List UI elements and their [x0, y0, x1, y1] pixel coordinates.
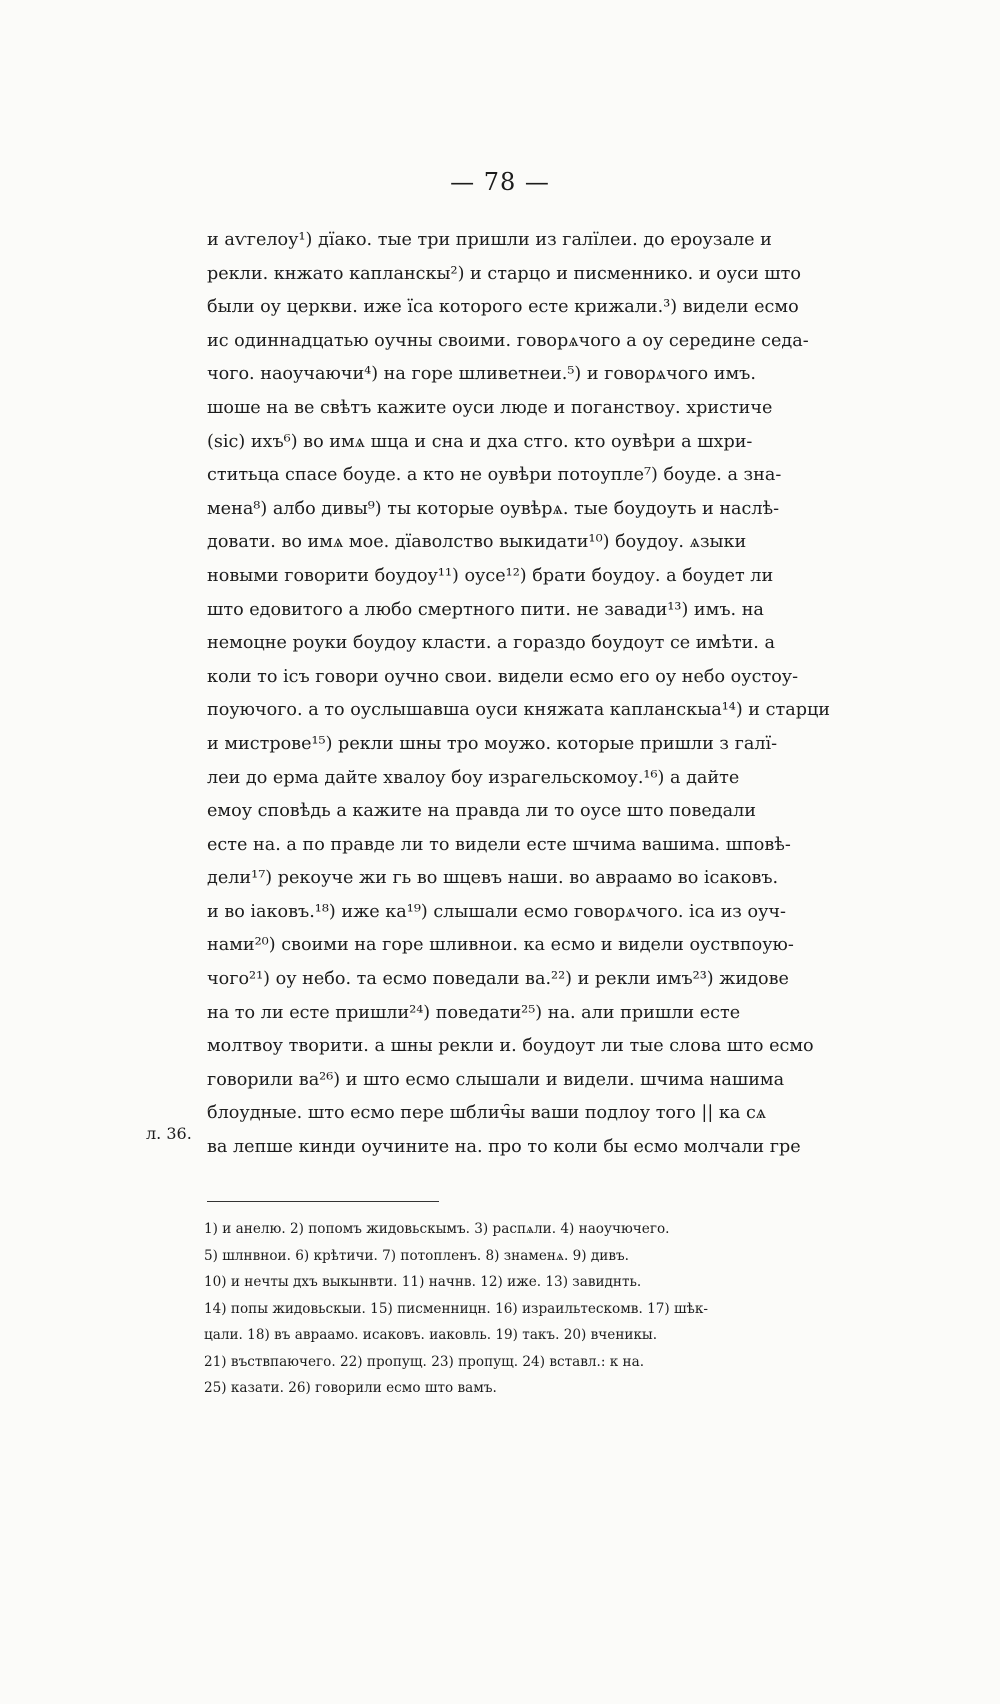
text-line: молтвоу творити. а шны рекли и. боудоут ли тые слова што есмо [207, 1036, 814, 1057]
text-line: говорили ва²⁶) и што есмо слышали и видели. шчима нашима [207, 1069, 785, 1090]
text-line: леи до ерма дайте хвалоу боу израгельскомоу.¹⁶) а дайте [207, 767, 740, 788]
text-line: есте на. а по правде ли то видели есте шчима вашима. шповѣ- [207, 834, 791, 855]
text-line: коли то ісъ говори оучно свои. видели есмо его оу небо оустоу- [207, 666, 799, 687]
text-line: ститьца спасе боуде. а кто не оувѣри потоупле⁷) боуде. а зна- [207, 465, 782, 486]
footnote-line: 25) казати. 26) говорили есмо што вамъ. [204, 1380, 497, 1396]
text-line: емоу сповѣдь а кажите на правда ли то оусе што поведали [207, 801, 756, 822]
text-line: шоше на ве свѣтъ кажите оуси люде и поганствоу. христиче [207, 397, 773, 418]
folio-margin-note: л. 36. [146, 1124, 192, 1143]
text-line: были оу церкви. иже їса которого есте крижали.³) видели есмо [207, 297, 799, 318]
text-line: чого. наоучаючи⁴) на горе шливетнеи.⁵) и говорѧчого имъ. [207, 364, 756, 385]
text-line: дели¹⁷) рекоуче жи гь во шцевъ наши. во авраамо во ісаковъ. [207, 868, 779, 889]
text-line: довати. во имѧ мое. дїаволство выкидати¹⁰) боудоу. ѧзыки [207, 532, 747, 553]
text-line: и во іаковъ.¹⁸) иже ка¹⁹) слышали есмо говорѧчого. іса из оуч- [207, 901, 787, 922]
text-line: мена⁸) албо дивы⁹) ты которые оувѣрѧ. тые боудоуть и наслѣ- [207, 498, 780, 519]
text-line: немоцне роуки боудоу класти. а гораздо боудоут се имѣти. а [207, 633, 775, 654]
text-line: новыми говорити боудоу¹¹) оусе¹²) брати боудоу. а боудет ли [207, 565, 774, 586]
text-line: и аѵгелоу¹) дїако. тые три пришли из галїлеи. до ероузале и [207, 230, 772, 250]
text-line: на то ли есте пришли²⁴) поведати²⁵) на. али пришли есте [207, 1002, 741, 1023]
footnote-divider [207, 1201, 439, 1202]
page-number: — 78 — [450, 168, 550, 196]
text-line: чого²¹) оу небо. та есмо поведали ва.²²) и рекли имъ²³) жидове [207, 969, 789, 990]
footnote-line: 10) и нечты дхъ выкынвти. 11) начнв. 12) иже. 13) завиднть. [204, 1274, 642, 1290]
footnote-line: 1) и анелю. 2) попомъ жидовьскымъ. 3) распѧли. 4) наоучючего. [204, 1221, 670, 1237]
text-line: нами²⁰) своими на горе шливнои. ка есмо и видели оуствпоую- [207, 935, 794, 956]
text-line: (sic) ихъ⁶) во имѧ шца и сна и дха стго. кто оувѣри а шхри- [207, 431, 753, 452]
footnote-line: 21) въствпаючего. 22) пропущ. 23) пропущ. 24) вставл.: к на. [204, 1353, 645, 1370]
footnote-line: 14) попы жидовьскыи. 15) писменницн. 16) израильтескомв. 17) шѣк- [204, 1300, 708, 1317]
footnote-line: 5) шлнвнои. 6) крѣтичи. 7) потопленъ. 8) знаменѧ. 9) дивъ. [204, 1247, 629, 1264]
text-line: рекли. кнжато капланскы²) и старцо и писменнико. и оуси што [207, 263, 801, 284]
footnotes [204, 1216, 914, 1402]
text-line: и мистрове¹⁵) рекли шны тро моужо. которые пришли з галї- [207, 733, 778, 754]
text-line: што едовитого а любо смертного пити. не завади¹³) имъ. на [207, 599, 764, 620]
text-line: блоудные. што есмо пере шблич̑ы ваши подлоу того || ка сѧ [207, 1103, 767, 1124]
text-line: поуючого. а то оуслышавша оуси княжата капланскыа¹⁴) и старци [207, 700, 831, 721]
footnote-line: цали. 18) въ авраамо. исаковъ. иаковль. 19) такъ. 20) вченикы. [204, 1327, 658, 1343]
text-line: ва лепше кинди оучините на. про то коли бы есмо молчали гре [207, 1137, 801, 1158]
main-text [207, 224, 910, 1165]
text-line: ис одиннадцатью оучны своими. говорѧчого а оу середине седа- [207, 330, 809, 351]
